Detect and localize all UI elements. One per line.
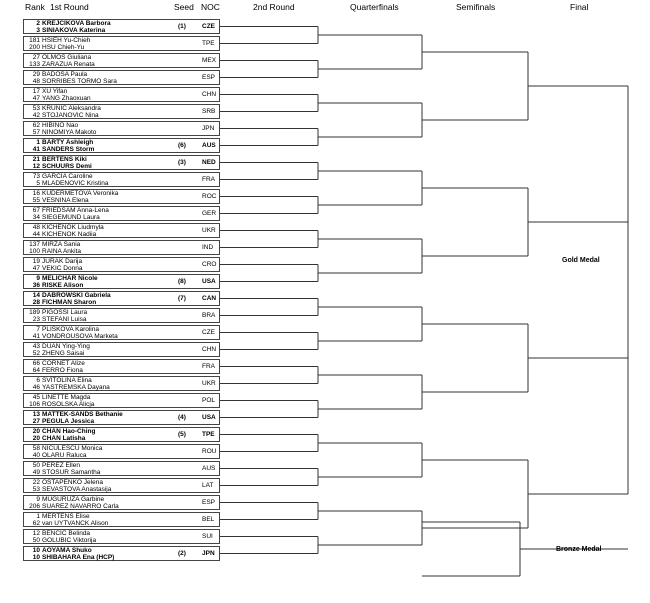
noc-code: BEL [202,516,215,523]
player-fullname: SVITOLINA Elina [42,377,92,384]
player-rank: 100 [29,248,40,255]
player-rank: 62 [32,122,40,129]
player-rank: 181 [29,37,40,44]
player-rank: 1 [36,139,40,146]
semifinals-header: Semifinals [456,2,496,12]
player-fullname: van UYTVANCK Alison [42,520,109,527]
player-rank: 22 [32,479,40,486]
noc-code: SRB [202,108,216,115]
player-rank: 17 [32,88,40,95]
player-rank: 2 [36,20,40,27]
seed-value: (3) [178,159,186,166]
round1-header: 1st Round [50,2,89,12]
noc-code: JPN [202,125,215,132]
player-rank: 1 [36,513,40,520]
seed-header: Seed [174,2,194,12]
player-fullname: CHAN Latisha [42,435,86,442]
player-rank: 62 [32,520,40,527]
player-fullname: XU Yifan [42,88,68,95]
player-fullname: BENCIC Belinda [42,530,91,537]
noc-code: LAT [202,482,214,489]
noc-code: USA [202,278,216,285]
player-rank: 23 [32,316,40,323]
noc-code: ROC [202,193,217,200]
seed-value: (6) [178,142,186,149]
player-fullname: FICHMAN Sharon [42,299,97,306]
player-rank: 16 [32,190,40,197]
player-fullname: OSTAPENKO Jelena [42,479,103,486]
noc-code: CRO [202,261,217,268]
player-fullname: MERTENS Elise [42,513,90,520]
player-fullname: ZARAZUA Renata [42,61,95,68]
player-rank: 67 [32,207,40,214]
player-rank: 66 [32,360,40,367]
noc-code: CHN [202,91,217,98]
player-fullname: CORNET Alize [42,360,85,367]
noc-code: IND [202,244,214,251]
final-header: Final [570,2,589,12]
player-rank: 41 [32,146,40,153]
noc-code: UKR [202,227,216,234]
player-rank: 58 [32,445,40,452]
player-fullname: PLISKOVA Karolina [42,326,99,333]
player-fullname: GARCIA Caroline [42,173,93,180]
player-fullname: AOYAMA Shuko [42,547,92,554]
player-rank: 21 [32,156,40,163]
player-rank: 47 [32,95,40,102]
player-rank: 57 [32,129,40,136]
player-fullname: SEVASTOVA Anastasija [42,486,112,493]
seed-value: (1) [178,23,186,30]
player-fullname: MUGURUZA Garbine [42,496,105,503]
player-fullname: YASTREMSKA Dayana [42,384,110,391]
player-rank: 49 [32,469,40,476]
player-fullname: KUDERMETOVA Veronika [42,190,119,197]
noc-code: SUI [202,533,213,540]
player-rank: 137 [29,241,40,248]
player-fullname: KICHENOK Nadiia [42,231,97,238]
player-fullname: GOLUBIC Viktorija [42,537,97,544]
player-fullname: SIEGEMUND Laura [42,214,100,221]
player-fullname: HSU Chieh-Yu [42,44,85,51]
noc-code: USA [202,414,216,421]
player-rank: 200 [29,44,40,51]
player-fullname: DUAN Ying-Ying [42,343,90,350]
player-fullname: FRIEDSAM Anna-Lena [42,207,109,214]
player-rank: 13 [32,411,40,418]
noc-code: NED [202,159,216,166]
player-fullname: MIRZA Sania [42,241,81,248]
player-rank: 27 [32,54,40,61]
player-fullname: BARTY Ashleigh [42,139,94,146]
player-rank: 10 [32,547,40,554]
player-rank: 46 [32,384,40,391]
player-fullname: BERTENS Kiki [42,156,87,163]
player-fullname: OLMOS Giuliana [42,54,92,61]
player-rank: 34 [32,214,40,221]
player-fullname: JURAK Darija [42,258,83,265]
player-fullname: SANDERS Storm [42,146,95,153]
player-rank: 9 [36,275,40,282]
noc-code: TPE [202,431,215,438]
player-rank: 41 [32,333,40,340]
noc-code: CAN [202,295,217,302]
player-fullname: PEGULA Jessica [42,418,95,425]
player-rank: 28 [32,299,40,306]
player-rank: 73 [32,173,40,180]
rank-header: Rank [25,2,45,12]
player-fullname: MATTEK-SANDS Bethanie [42,411,123,418]
player-rank: 29 [32,71,40,78]
player-rank: 45 [32,394,40,401]
player-rank: 52 [32,350,40,357]
player-fullname: SHIBAHARA Ena (HCP) [42,554,115,561]
noc-header: NOC [201,2,220,12]
player-fullname: SUAREZ NAVARRO Carla [42,503,119,510]
player-rank: 48 [32,78,40,85]
noc-code: FRA [202,363,215,370]
player-rank: 44 [32,231,40,238]
noc-code: FRA [202,176,215,183]
player-rank: 189 [29,309,40,316]
seed-value: (8) [178,278,186,285]
player-rank: 40 [32,452,40,459]
player-fullname: NICULESCU Monica [42,445,103,452]
player-rank: 50 [32,537,40,544]
seed-value: (4) [178,414,186,421]
player-fullname: DABROWSKI Gabriela [42,292,111,299]
quarterfinals-header: Quarterfinals [350,2,399,12]
noc-code: AUS [202,465,216,472]
player-rank: 53 [32,105,40,112]
player-rank: 19 [32,258,40,265]
noc-code: BRA [202,312,216,319]
noc-code: CHN [202,346,217,353]
player-fullname: VEKIC Donna [42,265,83,272]
player-rank: 206 [29,503,40,510]
player-rank: 5 [36,180,40,187]
noc-code: TPE [202,40,215,47]
player-fullname: KICHENOK Liudmyla [42,224,104,231]
player-fullname: VESNINA Elena [42,197,89,204]
player-fullname: ROSOLSKA Alicja [42,401,95,408]
noc-code: MEX [202,57,217,64]
player-rank: 36 [32,282,40,289]
player-fullname: FERRO Fiona [42,367,83,374]
player-fullname: STEFANI Luisa [42,316,87,323]
player-fullname: ZHENG Saisai [42,350,85,357]
player-fullname: NINOMIYA Makoto [42,129,97,136]
noc-code: ESP [202,499,216,506]
player-fullname: HIBINO Nao [42,122,79,129]
player-rank: 12 [32,163,40,170]
player-fullname: STOSUR Samantha [42,469,101,476]
player-rank: 48 [32,224,40,231]
player-fullname: LINETTE Magda [42,394,91,401]
player-rank: 10 [32,554,40,561]
player-rank: 106 [29,401,40,408]
player-fullname: RAINA Ankita [42,248,82,255]
seed-value: (7) [178,295,186,302]
player-fullname: OLARU Raluca [42,452,87,459]
player-fullname: HSIEH Yu-Chieh [42,37,91,44]
player-fullname: KRUNIC Aleksandra [42,105,101,112]
player-rank: 27 [32,418,40,425]
player-fullname: CHAN Hao-Ching [42,428,96,435]
bronze-medal-label: Bronze Medal [556,546,602,553]
seed-value: (5) [178,431,186,438]
player-rank: 7 [36,326,40,333]
player-fullname: SCHUURS Demi [42,163,92,170]
player-rank: 64 [32,367,40,374]
player-rank: 20 [32,435,40,442]
player-rank: 43 [32,343,40,350]
player-fullname: MLADENOVIC Kristina [42,180,109,187]
player-rank: 42 [32,112,40,119]
player-fullname: SINIAKOVA Katerina [42,27,106,34]
gold-medal-label: Gold Medal [562,257,600,264]
round2-header: 2nd Round [253,2,295,12]
player-rank: 133 [29,61,40,68]
player-rank: 3 [36,27,40,34]
seed-value: (2) [178,550,186,557]
player-rank: 47 [32,265,40,272]
noc-code: CZE [202,23,215,30]
noc-code: UKR [202,380,216,387]
player-rank: 20 [32,428,40,435]
noc-code: GER [202,210,217,217]
player-rank: 9 [36,496,40,503]
noc-code: AUS [202,142,216,149]
player-rank: 53 [32,486,40,493]
player-rank: 55 [32,197,40,204]
player-fullname: VONDROUSOVA Marketa [42,333,118,340]
player-fullname: YANG Zhaoxuan [42,95,91,102]
player-fullname: KREJCIKOVA Barbora [42,20,111,27]
noc-code: JPN [202,550,215,557]
noc-code: ROU [202,448,217,455]
player-fullname: BADOSA Paula [42,71,88,78]
player-rank: 14 [32,292,40,299]
player-fullname: STOJANOVIC Nina [42,112,99,119]
player-fullname: PIGOSSI Laura [42,309,88,316]
player-rank: 12 [32,530,40,537]
player-fullname: RISKE Alison [42,282,84,289]
noc-code: CZE [202,329,215,336]
player-fullname: MELICHAR Nicole [42,275,98,282]
noc-code: POL [202,397,216,404]
player-fullname: PEREZ Ellen [42,462,80,469]
player-rank: 6 [36,377,40,384]
player-fullname: SORRIBES TORMO Sara [42,78,117,85]
noc-code: ESP [202,74,216,81]
player-rank: 50 [32,462,40,469]
